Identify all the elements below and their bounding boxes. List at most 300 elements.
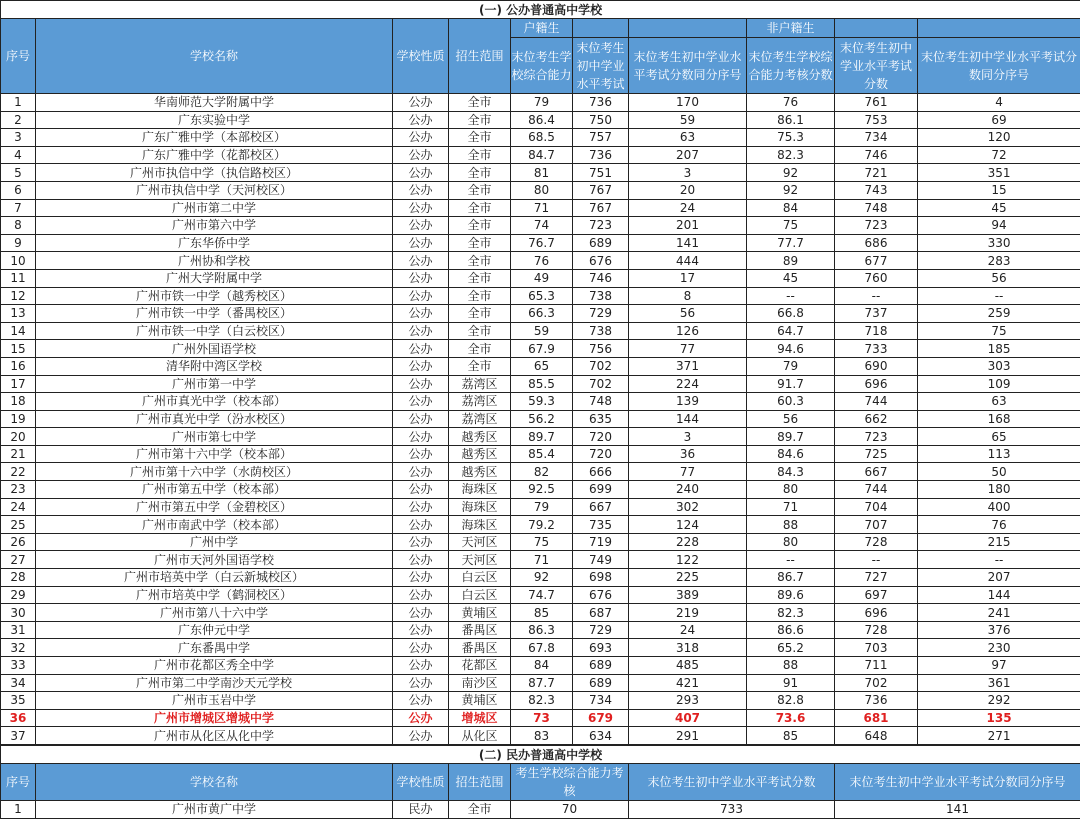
- table-cell: 越秀区: [449, 463, 511, 481]
- table-cell: 92: [747, 181, 835, 199]
- table-cell: 公办: [393, 533, 449, 551]
- table-cell: 59: [511, 322, 573, 340]
- table-cell: 民办: [393, 800, 449, 818]
- table-cell: 20: [629, 181, 747, 199]
- header-blank: [573, 19, 629, 38]
- table-cell: 3: [1, 129, 36, 147]
- table-cell: 公办: [393, 217, 449, 235]
- table-cell: 400: [918, 498, 1080, 516]
- table-cell: 757: [573, 129, 629, 147]
- table-cell: 225: [629, 569, 747, 587]
- table-row: [1, 340, 1080, 358]
- table-cell: 201: [629, 217, 747, 235]
- table-cell: 4: [1, 146, 36, 164]
- table-cell: 65: [918, 428, 1080, 446]
- table-cell: 207: [629, 146, 747, 164]
- table-cell: 天河区: [449, 551, 511, 569]
- table-cell: 14: [1, 322, 36, 340]
- table-cell: 15: [1, 340, 36, 358]
- table-cell: 71: [511, 551, 573, 569]
- table-cell: 69: [918, 111, 1080, 129]
- table-cell: 17: [1, 375, 36, 393]
- table-row: [1, 357, 1080, 375]
- table-cell: 727: [835, 569, 918, 587]
- table-cell: 718: [835, 322, 918, 340]
- table-cell: 公办: [393, 111, 449, 129]
- table-cell: 736: [573, 94, 629, 112]
- table-cell: 725: [835, 445, 918, 463]
- table-cell: 89: [747, 252, 835, 270]
- private-schools-table: [0, 745, 1080, 819]
- table-cell: 444: [629, 252, 747, 270]
- table-cell: 24: [1, 498, 36, 516]
- table-cell: 89.7: [747, 428, 835, 446]
- table-cell: 全市: [449, 287, 511, 305]
- table-cell: 721: [835, 164, 918, 182]
- table-cell: 2: [1, 111, 36, 129]
- table-row: [1, 94, 1080, 112]
- table-row: [1, 639, 1080, 657]
- table-cell: 15: [918, 181, 1080, 199]
- table-cell: 31: [1, 621, 36, 639]
- table-cell: 全市: [449, 111, 511, 129]
- table-cell: 738: [573, 287, 629, 305]
- table-cell: 增城区: [449, 709, 511, 727]
- table-cell: 76: [511, 252, 573, 270]
- table-row: [1, 727, 1080, 745]
- table-cell: 全市: [449, 217, 511, 235]
- table-cell: 60.3: [747, 393, 835, 411]
- table-cell: 738: [573, 322, 629, 340]
- table-cell: 35: [1, 692, 36, 710]
- table-cell: 21: [1, 445, 36, 463]
- table-cell: 73: [511, 709, 573, 727]
- table-cell: --: [918, 287, 1080, 305]
- table-cell: 120: [918, 129, 1080, 147]
- table-cell: 318: [629, 639, 747, 657]
- table-row: [1, 217, 1080, 235]
- table-cell: 697: [835, 586, 918, 604]
- table-cell: 723: [573, 217, 629, 235]
- header2-c1: 考生学校综合能力考核: [511, 763, 629, 800]
- table-cell: 公办: [393, 393, 449, 411]
- table-cell: 荔湾区: [449, 375, 511, 393]
- table-cell: 82.3: [511, 692, 573, 710]
- header2-name: 学校名称: [36, 763, 393, 800]
- table-row: [1, 199, 1080, 217]
- table-cell: 85.4: [511, 445, 573, 463]
- table-cell: 728: [835, 621, 918, 639]
- table-cell: 259: [918, 305, 1080, 323]
- table-cell: 761: [835, 94, 918, 112]
- table-cell: 389: [629, 586, 747, 604]
- table-cell: 白云区: [449, 586, 511, 604]
- table-cell: 广州市培英中学（白云新城校区）: [36, 569, 393, 587]
- header2-c2: 末位考生初中学业水平考试分数: [629, 763, 835, 800]
- table-cell: 荔湾区: [449, 393, 511, 411]
- table-cell: 351: [918, 164, 1080, 182]
- table-cell: 全市: [449, 357, 511, 375]
- header-c5: 末位考生初中学业水平考试分数: [835, 38, 918, 94]
- table-cell: 744: [835, 481, 918, 499]
- table-cell: 公办: [393, 621, 449, 639]
- table-row: [1, 129, 1080, 147]
- header-c3: 末位考生初中学业水平考试分数同分序号: [629, 38, 747, 94]
- table-cell: 25: [1, 516, 36, 534]
- table-cell: 从化区: [449, 727, 511, 745]
- table-row: [1, 692, 1080, 710]
- table-cell: 公办: [393, 269, 449, 287]
- table-cell: 228: [629, 533, 747, 551]
- table-row: [1, 181, 1080, 199]
- table-cell: 92.5: [511, 481, 573, 499]
- table-cell: 748: [835, 199, 918, 217]
- table-cell: 75.3: [747, 129, 835, 147]
- table-cell: 729: [573, 621, 629, 639]
- table-cell: 广州大学附属中学: [36, 269, 393, 287]
- table-cell: 729: [573, 305, 629, 323]
- table-cell: 清华附中湾区学校: [36, 357, 393, 375]
- table-cell: 公办: [393, 674, 449, 692]
- header2-type: 学校性质: [393, 763, 449, 800]
- table-cell: 648: [835, 727, 918, 745]
- header-c1: 末位考生学校综合能力: [511, 38, 573, 94]
- table-cell: 南沙区: [449, 674, 511, 692]
- table-cell: 9: [1, 234, 36, 252]
- table-cell: 11: [1, 269, 36, 287]
- table-cell: 广州市花都区秀全中学: [36, 657, 393, 675]
- table-cell: --: [835, 287, 918, 305]
- table-row: [1, 410, 1080, 428]
- table-cell: 全市: [449, 181, 511, 199]
- table-cell: 690: [835, 357, 918, 375]
- table-cell: 330: [918, 234, 1080, 252]
- section-title-private: (二) 民办普通高中学校: [1, 745, 1080, 763]
- table-cell: 72: [918, 146, 1080, 164]
- table-cell: 87.7: [511, 674, 573, 692]
- table-row: [1, 375, 1080, 393]
- table-cell: 全市: [449, 199, 511, 217]
- header-blank: [835, 19, 918, 38]
- table-cell: 26: [1, 533, 36, 551]
- table-cell: 公办: [393, 129, 449, 147]
- table-cell: 广州市第二中学南沙天元学校: [36, 674, 393, 692]
- table-cell: --: [747, 287, 835, 305]
- table-cell: 公办: [393, 516, 449, 534]
- table-cell: 59: [629, 111, 747, 129]
- table-cell: 海珠区: [449, 498, 511, 516]
- table-cell: 71: [747, 498, 835, 516]
- table-cell: 12: [1, 287, 36, 305]
- table-cell: 707: [835, 516, 918, 534]
- header-blank: [918, 19, 1080, 38]
- table-cell: 113: [918, 445, 1080, 463]
- table-cell: 485: [629, 657, 747, 675]
- table-cell: 6: [1, 181, 36, 199]
- table-row: [1, 516, 1080, 534]
- table-cell: 67.8: [511, 639, 573, 657]
- table-cell: 49: [511, 269, 573, 287]
- table-cell: 81: [511, 164, 573, 182]
- table-cell: 224: [629, 375, 747, 393]
- table-cell: 全市: [449, 129, 511, 147]
- table-cell: 767: [573, 199, 629, 217]
- table-cell: 79: [511, 94, 573, 112]
- table-cell: 7: [1, 199, 36, 217]
- table-row: [1, 657, 1080, 675]
- table-cell: 75: [918, 322, 1080, 340]
- table-cell: 75: [511, 533, 573, 551]
- table-cell: 越秀区: [449, 445, 511, 463]
- table-cell: 207: [918, 569, 1080, 587]
- section-title-public: (一) 公办普通高中学校: [1, 1, 1080, 19]
- table-cell: 公办: [393, 375, 449, 393]
- table-cell: 3: [629, 428, 747, 446]
- table-cell: 全市: [449, 800, 511, 818]
- table-cell: 85: [511, 604, 573, 622]
- table-cell: 公办: [393, 481, 449, 499]
- table-cell: 185: [918, 340, 1080, 358]
- header-c4: 末位考生学校综合能力考核分数: [747, 38, 835, 94]
- table-cell: 广州市执信中学（天河校区）: [36, 181, 393, 199]
- table-row: [1, 569, 1080, 587]
- table-cell: 667: [835, 463, 918, 481]
- table-cell: 679: [573, 709, 629, 727]
- header2-no: 序号: [1, 763, 36, 800]
- table-cell: 公办: [393, 357, 449, 375]
- table-row: [1, 164, 1080, 182]
- table-cell: 73.6: [747, 709, 835, 727]
- table-cell: 760: [835, 269, 918, 287]
- table-cell: 公办: [393, 692, 449, 710]
- table-cell: 407: [629, 709, 747, 727]
- table-row: [1, 674, 1080, 692]
- table-row: [1, 393, 1080, 411]
- header-nonhukou: 非户籍生: [747, 19, 835, 38]
- table-cell: 676: [573, 586, 629, 604]
- table-cell: 全市: [449, 322, 511, 340]
- table-cell: 689: [573, 674, 629, 692]
- table-cell: 广州市第二中学: [36, 199, 393, 217]
- table-cell: 737: [835, 305, 918, 323]
- table-cell: 82.8: [747, 692, 835, 710]
- table-cell: 20: [1, 428, 36, 446]
- table-cell: 76.7: [511, 234, 573, 252]
- table-cell: 37: [1, 727, 36, 745]
- table-row: [1, 445, 1080, 463]
- table-cell: 广东华侨中学: [36, 234, 393, 252]
- table-cell: 广东番禺中学: [36, 639, 393, 657]
- table-cell: 越秀区: [449, 428, 511, 446]
- table-cell: 74.7: [511, 586, 573, 604]
- table-cell: 8: [629, 287, 747, 305]
- table-cell: 711: [835, 657, 918, 675]
- table-row: [1, 533, 1080, 551]
- table-cell: 22: [1, 463, 36, 481]
- table-cell: 82: [511, 463, 573, 481]
- table-cell: 702: [835, 674, 918, 692]
- table-cell: 56: [629, 305, 747, 323]
- table-cell: 全市: [449, 305, 511, 323]
- table-cell: 696: [835, 375, 918, 393]
- table-cell: 702: [573, 375, 629, 393]
- table-cell: 82.3: [747, 604, 835, 622]
- table-cell: 广州协和学校: [36, 252, 393, 270]
- table-cell: 广州市天河外国语学校: [36, 551, 393, 569]
- table-cell: 124: [629, 516, 747, 534]
- table-cell: 56: [747, 410, 835, 428]
- table-cell: 89.6: [747, 586, 835, 604]
- header-no: 序号: [1, 19, 36, 94]
- header-type: 学校性质: [393, 19, 449, 94]
- table-cell: 10: [1, 252, 36, 270]
- table-row: [1, 551, 1080, 569]
- table-cell: 公办: [393, 498, 449, 516]
- table-cell: 687: [573, 604, 629, 622]
- table-cell: 219: [629, 604, 747, 622]
- table-cell: 635: [573, 410, 629, 428]
- table-cell: 720: [573, 428, 629, 446]
- table-cell: 公办: [393, 586, 449, 604]
- table-cell: 79: [511, 498, 573, 516]
- header-range: 招生范围: [449, 19, 511, 94]
- table-cell: 天河区: [449, 533, 511, 551]
- table-cell: 广东仲元中学: [36, 621, 393, 639]
- table-cell: 70: [511, 800, 629, 818]
- table-cell: 241: [918, 604, 1080, 622]
- table-cell: 271: [918, 727, 1080, 745]
- table-cell: 30: [1, 604, 36, 622]
- table-cell: 33: [1, 657, 36, 675]
- table-cell: 16: [1, 357, 36, 375]
- table-row: [1, 287, 1080, 305]
- table-cell: 734: [573, 692, 629, 710]
- table-cell: 广东广雅中学（本部校区）: [36, 129, 393, 147]
- table-cell: 全市: [449, 234, 511, 252]
- table-cell: 180: [918, 481, 1080, 499]
- table-cell: 80: [747, 481, 835, 499]
- table-cell: 215: [918, 533, 1080, 551]
- table-cell: 88: [747, 516, 835, 534]
- table-cell: 公办: [393, 428, 449, 446]
- table-row: [1, 269, 1080, 287]
- table-cell: 黄埔区: [449, 604, 511, 622]
- header-name: 学校名称: [36, 19, 393, 94]
- table-cell: 45: [918, 199, 1080, 217]
- table-cell: 67.9: [511, 340, 573, 358]
- table-cell: 广州中学: [36, 533, 393, 551]
- table-cell: 广州市培英中学（鹤洞校区）: [36, 586, 393, 604]
- table-cell: 17: [629, 269, 747, 287]
- table-cell: 83: [511, 727, 573, 745]
- table-cell: 723: [835, 428, 918, 446]
- table-cell: 24: [629, 621, 747, 639]
- table-cell: 公办: [393, 657, 449, 675]
- table-cell: 65.2: [747, 639, 835, 657]
- table-cell: 13: [1, 305, 36, 323]
- table-cell: 92: [511, 569, 573, 587]
- table-cell: 84.3: [747, 463, 835, 481]
- table-cell: 97: [918, 657, 1080, 675]
- table-cell: 144: [918, 586, 1080, 604]
- table-cell: 677: [835, 252, 918, 270]
- header-hukou: 户籍生: [511, 19, 573, 38]
- table-cell: 广州市玉岩中学: [36, 692, 393, 710]
- table-cell: 番禺区: [449, 639, 511, 657]
- table-cell: 海珠区: [449, 516, 511, 534]
- table-cell: 36: [1, 709, 36, 727]
- table-cell: 728: [835, 533, 918, 551]
- table-cell: 144: [629, 410, 747, 428]
- table-cell: 702: [573, 357, 629, 375]
- table-cell: 303: [918, 357, 1080, 375]
- table-cell: 751: [573, 164, 629, 182]
- table-cell: 广州市铁一中学（白云校区）: [36, 322, 393, 340]
- table-cell: 141: [835, 800, 1080, 818]
- table-cell: 686: [835, 234, 918, 252]
- table-cell: 广州市执信中学（执信路校区）: [36, 164, 393, 182]
- table-cell: 番禺区: [449, 621, 511, 639]
- table-cell: 94.6: [747, 340, 835, 358]
- table-cell: 421: [629, 674, 747, 692]
- table-cell: 1: [1, 800, 36, 818]
- table-cell: 34: [1, 674, 36, 692]
- table-cell: 94: [918, 217, 1080, 235]
- table-cell: 135: [918, 709, 1080, 727]
- table-cell: 公办: [393, 604, 449, 622]
- table-cell: 85: [747, 727, 835, 745]
- table-cell: 723: [835, 217, 918, 235]
- table-cell: 733: [629, 800, 835, 818]
- table-cell: 767: [573, 181, 629, 199]
- table-cell: 85.5: [511, 375, 573, 393]
- table-cell: 白云区: [449, 569, 511, 587]
- table-cell: 634: [573, 727, 629, 745]
- table-cell: 734: [835, 129, 918, 147]
- table-cell: 59.3: [511, 393, 573, 411]
- table-cell: 74: [511, 217, 573, 235]
- table-cell: 302: [629, 498, 747, 516]
- table-cell: 公办: [393, 94, 449, 112]
- table-row: [1, 604, 1080, 622]
- table-cell: 广州市铁一中学（越秀校区）: [36, 287, 393, 305]
- table-cell: 291: [629, 727, 747, 745]
- table-row: [1, 621, 1080, 639]
- table-row: [1, 305, 1080, 323]
- table-cell: 全市: [449, 164, 511, 182]
- table-cell: 23: [1, 481, 36, 499]
- table-cell: 736: [573, 146, 629, 164]
- table-cell: 56: [918, 269, 1080, 287]
- table-cell: 公办: [393, 340, 449, 358]
- table-cell: --: [918, 551, 1080, 569]
- table-row: [1, 709, 1080, 727]
- table-cell: 海珠区: [449, 481, 511, 499]
- table-cell: 公办: [393, 164, 449, 182]
- table-cell: 广东广雅中学（花都校区）: [36, 146, 393, 164]
- table-cell: 公办: [393, 463, 449, 481]
- table-cell: 91.7: [747, 375, 835, 393]
- table-cell: 全市: [449, 340, 511, 358]
- table-cell: 746: [835, 146, 918, 164]
- table-cell: 黄埔区: [449, 692, 511, 710]
- table-cell: 704: [835, 498, 918, 516]
- table-cell: 84.6: [747, 445, 835, 463]
- table-cell: 广州市从化区从化中学: [36, 727, 393, 745]
- table-cell: 86.1: [747, 111, 835, 129]
- table-cell: 89.7: [511, 428, 573, 446]
- table-cell: 广州市增城区增城中学: [36, 709, 393, 727]
